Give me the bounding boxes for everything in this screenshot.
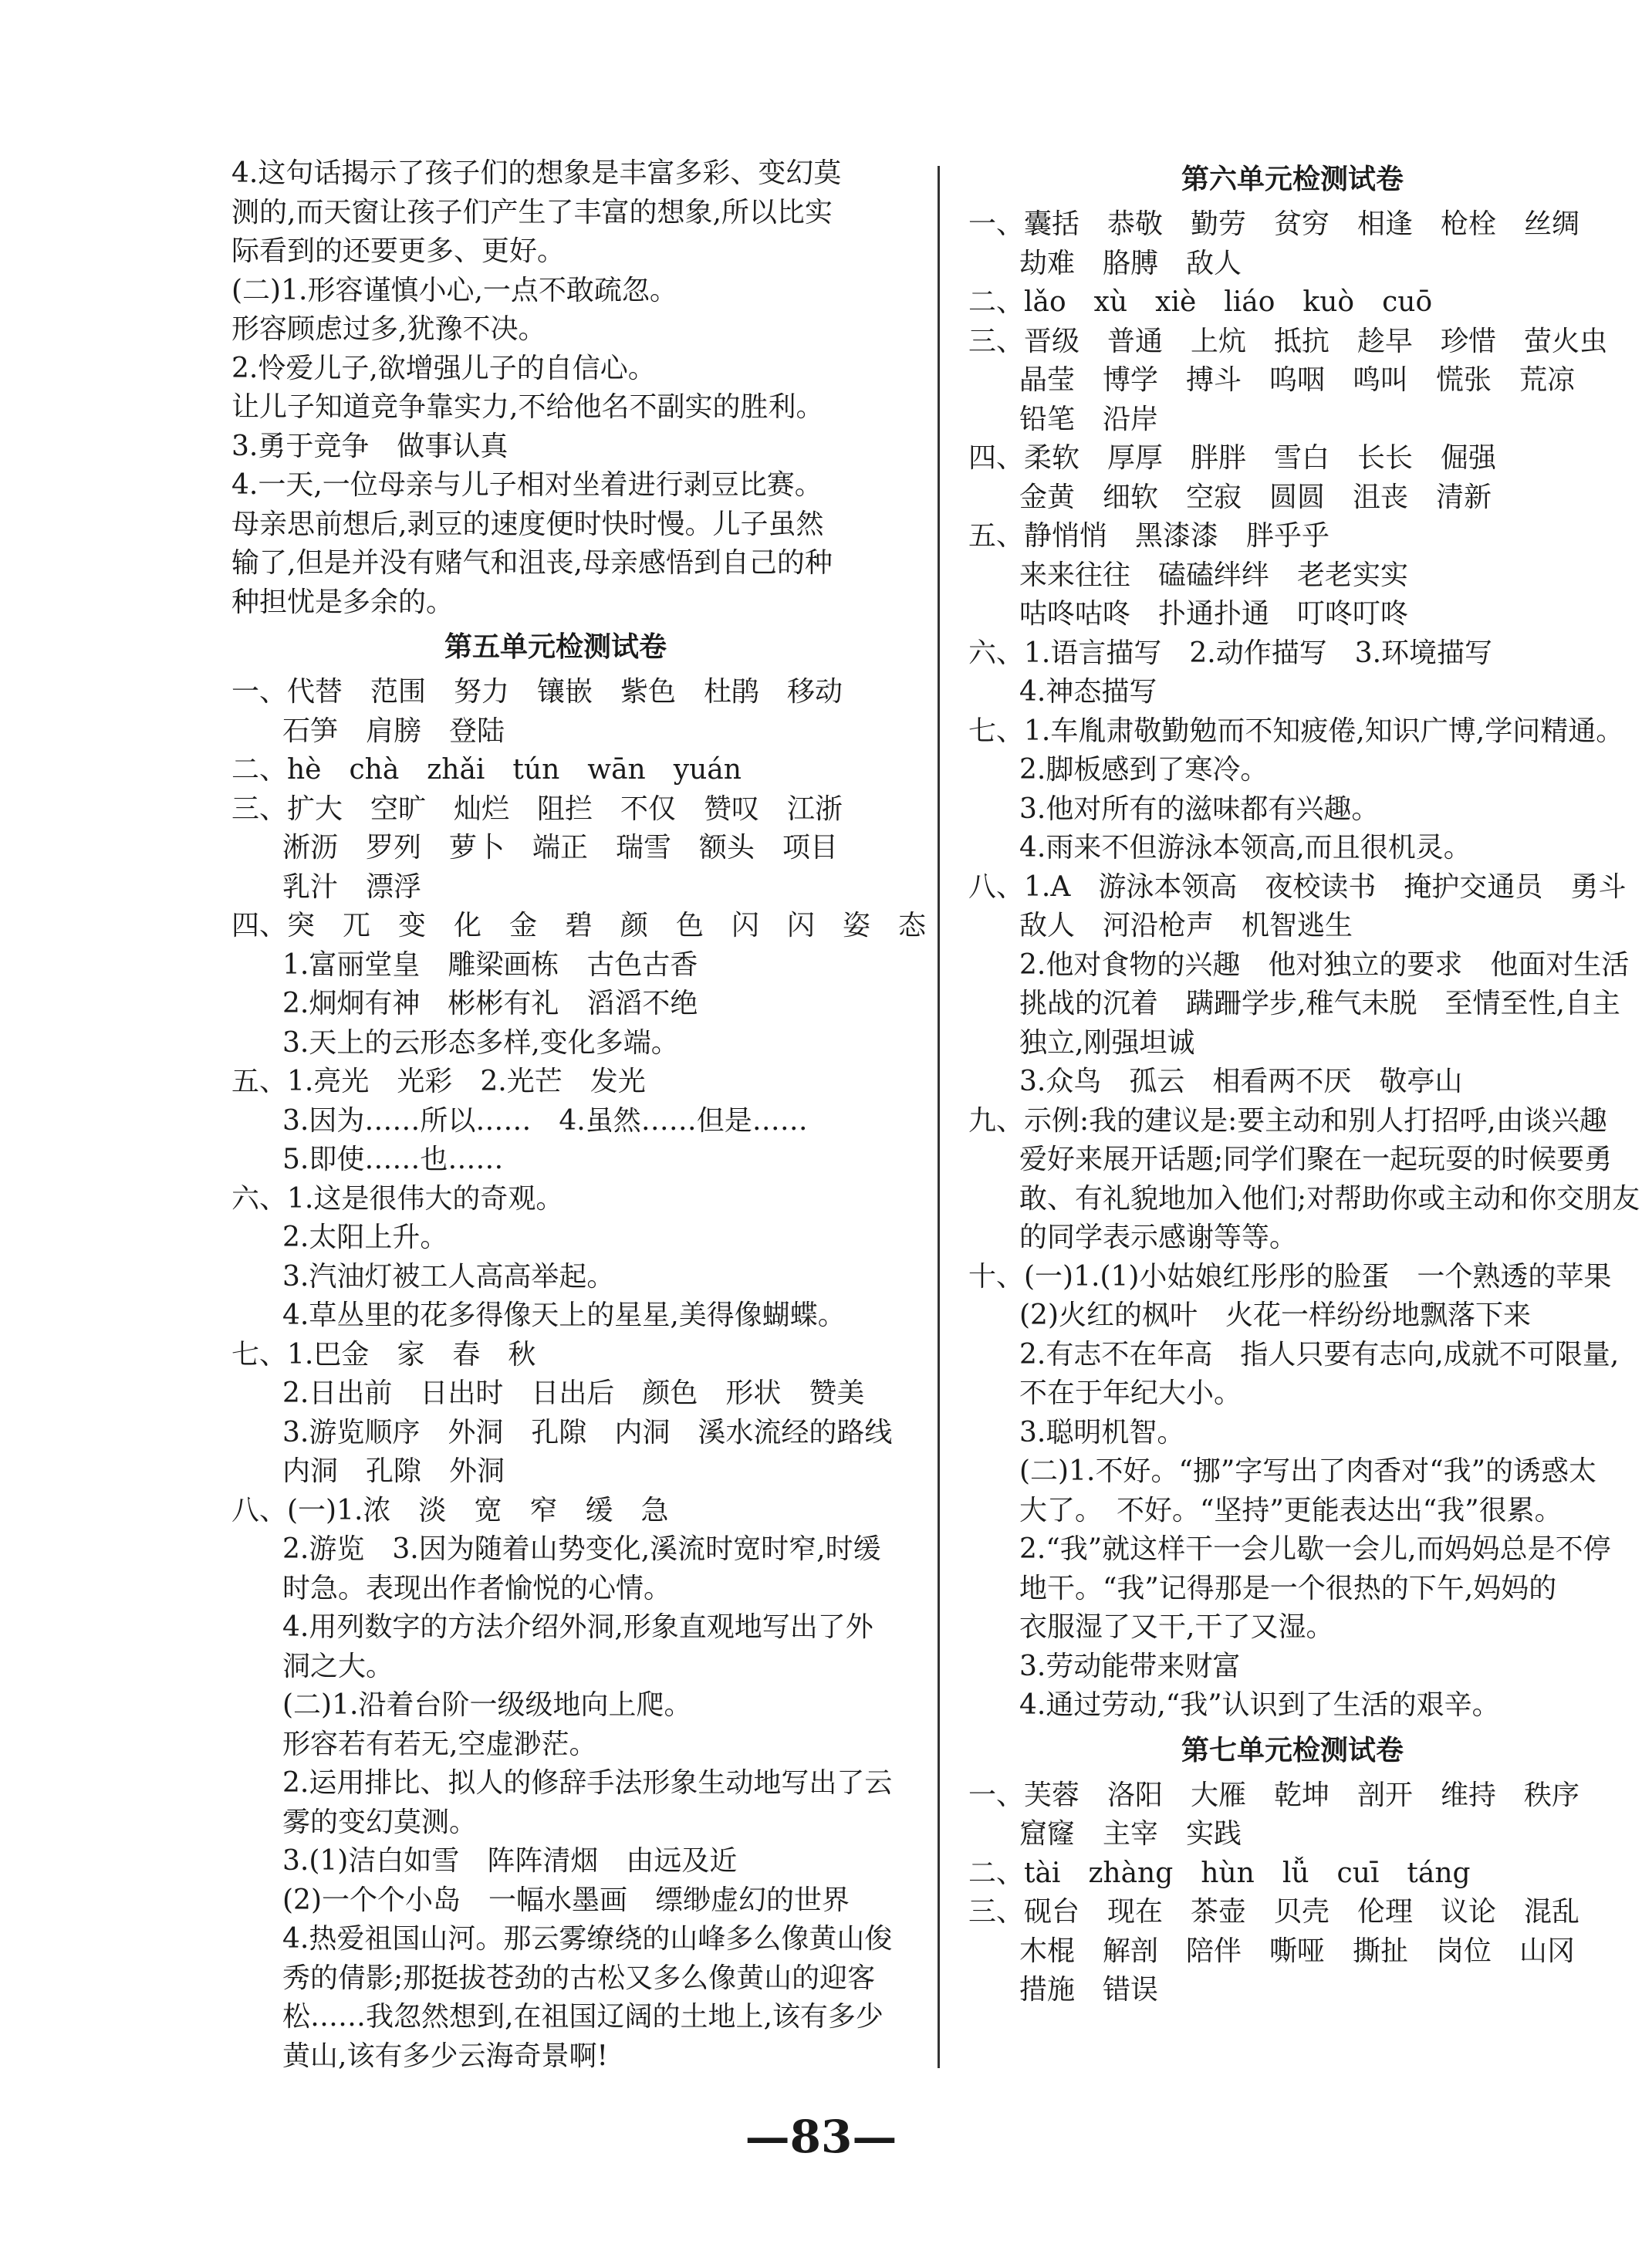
answer-line: 二、tài zhàng hùn lǚ cuī táng (968, 1857, 1471, 1889)
page-number: —83— (745, 2111, 897, 2163)
answer-line: 六、1.这是很伟大的奇观。 (231, 1182, 564, 1215)
section-heading: 第六单元检测试卷 (1181, 164, 1404, 195)
answer-line: (二)1.形容谨慎小心,一点不敢疏忽。 (231, 274, 677, 306)
answer-line: 2.“我”就这样干一会儿歇一会儿,而妈妈总是不停 (1019, 1533, 1611, 1565)
answer-line: 4.雨来不但游泳本领高,而且很机灵。 (1019, 832, 1471, 864)
answer-line: 3.天上的云形态多样,变化多端。 (282, 1026, 679, 1059)
answer-line: 的同学表示感谢等等。 (1019, 1222, 1298, 1253)
answer-line: 3.(1)洁白如雪 阵阵清烟 由远及近 (282, 1845, 738, 1877)
answer-line: 3.勇于竞争 做事认真 (231, 430, 508, 462)
answer-line: 3.汽油灯被工人高高举起。 (282, 1260, 615, 1293)
answer-line: 九、示例:我的建议是:要主动和别人打招呼,由谈兴趣 (968, 1104, 1607, 1137)
answer-line: 二、hè chà zhǎi tún wān yuán (231, 754, 742, 786)
answer-line: 母亲思前想后,剥豆的速度便时快时慢。儿子虽然 (231, 508, 824, 540)
answer-line: 咕咚咕咚 扑通扑通 叮咚叮咚 (1019, 598, 1409, 630)
answer-line: 内洞 孔隙 外洞 (282, 1455, 505, 1487)
answer-line: 五、1.亮光 光彩 2.光芒 发光 (231, 1066, 646, 1097)
answer-line: 独立,刚强坦诚 (1019, 1026, 1195, 1059)
answer-line: 2.日出前 日出时 日出后 颜色 形状 赞美 (282, 1377, 865, 1409)
answer-line: 金黄 细软 空寂 圆圆 沮丧 清新 (1019, 481, 1492, 513)
answer-line: 挑战的沉着 蹒跚学步,稚气未脱 至情至性,自主 (1019, 988, 1620, 1019)
answer-line: 不在于年纪大小。 (1019, 1377, 1242, 1409)
answer-line: 八、1.A 游泳本领高 夜校读书 掩护交通员 勇斗 (968, 870, 1627, 903)
answer-line: 2.有志不在年高 指人只要有志向,成就不可限量, (1019, 1338, 1620, 1371)
answer-line: (2)火红的枫叶 火花一样纷纷地飘落下来 (1019, 1300, 1531, 1331)
answer-line: 一、囊括 恭敬 勤劳 贫穷 相逢 枪栓 丝绸 (968, 208, 1580, 240)
answer-line: 2.怜爱儿子,欲增强儿子的自信心。 (231, 352, 656, 384)
answer-line: 木棍 解剖 陪伴 嘶哑 撕扯 岗位 山冈 (1019, 1935, 1576, 1967)
answer-line: 4.用列数字的方法介绍外洞,形象直观地写出了外 (282, 1611, 873, 1643)
answer-line: 3.聪明机智。 (1019, 1416, 1185, 1448)
answer-line: 大了。 不好。“坚持”更能表达出“我”很累。 (1019, 1494, 1563, 1526)
answer-line: 松……我忽然想到,在祖国辽阔的土地上,该有多少 (282, 2001, 884, 2033)
answer-line: 3.他对所有的滋味都有兴趣。 (1019, 793, 1380, 825)
answer-line: 敌人 河沿枪声 机智逃生 (1019, 910, 1353, 941)
answer-line: 一、代替 范围 努力 镶嵌 紫色 杜鹃 移动 (231, 676, 843, 708)
answer-line: 六、1.语言描写 2.动作描写 3.环境描写 (968, 637, 1493, 669)
answer-line: 际看到的还要更多、更好。 (231, 235, 566, 267)
answer-line: 石笋 肩膀 登陆 (282, 715, 505, 747)
answer-line: 测的,而天窗让孩子们产生了丰富的想象,所以比实 (231, 196, 833, 228)
answer-line: (2)一个个小岛 一幅水墨画 缥缈虚幻的世界 (282, 1884, 850, 1916)
answer-line: 晶莹 博学 搏斗 呜咽 鸣叫 慌张 荒凉 (1019, 364, 1576, 396)
answer-line: 输了,但是并没有赌气和沮丧,母亲感悟到自己的种 (231, 547, 833, 579)
answer-line: 十、(一)1.(1)小姑娘红彤彤的脸蛋 一个熟透的苹果 (968, 1260, 1612, 1293)
answer-line: 4.通过劳动,“我”认识到了生活的艰辛。 (1019, 1689, 1500, 1721)
answer-line: 5.即使……也…… (282, 1144, 504, 1175)
answer-line: 3.因为……所以…… 4.虽然……但是…… (282, 1104, 808, 1137)
answer-line: 地干。“我”记得那是一个很热的下午,妈妈的 (1019, 1572, 1557, 1604)
answer-line: 雾的变幻莫测。 (282, 1806, 478, 1838)
answer-line: 衣服湿了又干,干了又湿。 (1019, 1611, 1334, 1643)
answer-line: 窟窿 主宰 实践 (1019, 1818, 1242, 1850)
answer-line: 三、扩大 空旷 灿烂 阻拦 不仅 赞叹 江浙 (231, 793, 843, 825)
answer-line: 洞之大。 (282, 1650, 394, 1682)
answer-line: (二)1.不好。“挪”字写出了肉香对“我”的诱惑太 (1019, 1455, 1597, 1487)
answer-line: 种担忧是多余的。 (231, 586, 454, 618)
answer-line: 让儿子知道竞争靠实力,不给他名不副实的胜利。 (231, 391, 824, 423)
answer-line: 淅沥 罗列 萝卜 端正 瑞雪 额头 项目 (282, 832, 839, 864)
answer-line: 三、晋级 普通 上炕 抵抗 趁早 珍惜 萤火虫 (968, 325, 1608, 357)
answer-line: 2.脚板感到了寒冷。 (1019, 754, 1269, 786)
answer-line: 2.运用排比、拟人的修辞手法形象生动地写出了云 (282, 1767, 893, 1799)
answer-line: 三、砚台 现在 茶壶 贝壳 伦理 议论 混乱 (968, 1896, 1580, 1928)
answer-line: 劫难 胳膊 敌人 (1019, 247, 1242, 279)
answer-line: 七、1.巴金 家 春 秋 (231, 1338, 536, 1371)
answer-line: 2.游览 3.因为随着山势变化,溪流时宽时窄,时缓 (282, 1533, 881, 1565)
answer-line: 2.太阳上升。 (282, 1222, 448, 1253)
answer-line: 4.这句话揭示了孩子们的想象是丰富多彩、变幻莫 (231, 157, 842, 189)
answer-line: 黄山,该有多少云海奇景啊! (282, 2040, 608, 2072)
answer-line: 五、静悄悄 黑漆漆 胖乎乎 (968, 520, 1330, 552)
answer-line: 4.热爱祖国山河。那云雾缭绕的山峰多么像黄山俊 (282, 1923, 893, 1955)
answer-line: 2.炯炯有神 彬彬有礼 滔滔不绝 (282, 988, 698, 1019)
answer-line: 4.神态描写 (1019, 676, 1157, 708)
section-heading: 第七单元检测试卷 (1181, 1734, 1404, 1766)
answer-line: 铅笔 沿岸 (1019, 403, 1159, 435)
column-divider (938, 166, 940, 2068)
answer-line: 敢、有礼貌地加入他们;对帮助你或主动和你交朋友 (1019, 1182, 1640, 1215)
answer-line: 七、1.车胤肃敬勤勉而不知疲倦,知识广博,学问精通。 (968, 715, 1624, 747)
answer-line: 3.众鸟 孤云 相看两不厌 敬亭山 (1019, 1066, 1463, 1097)
left-column (231, 154, 927, 2076)
section-heading: 第五单元检测试卷 (444, 631, 667, 663)
answer-line: 来来往往 磕磕绊绊 老老实实 (1019, 559, 1409, 591)
answer-line: 一、芙蓉 洛阳 大雁 乾坤 剖开 维持 秩序 (968, 1779, 1580, 1811)
answer-line: 2.他对食物的兴趣 他对独立的要求 他面对生活 (1019, 948, 1630, 981)
answer-line: (二)1.沿着台阶一级级地向上爬。 (282, 1689, 692, 1721)
answer-line: 3.游览顺序 外洞 孔隙 内洞 溪水流经的路线 (282, 1416, 893, 1448)
answer-line: 措施 错误 (1019, 1974, 1159, 2006)
answer-line: 4.一天,一位母亲与儿子相对坐着进行剥豆比赛。 (231, 469, 823, 501)
answer-line: 1.富丽堂皇 雕梁画栋 古色古香 (282, 948, 698, 981)
right-column (968, 154, 1642, 2010)
answer-line: 爱好来展开话题;同学们聚在一起玩耍的时候要勇 (1019, 1144, 1613, 1175)
answer-line: 八、(一)1.浓 淡 宽 窄 缓 急 (231, 1494, 669, 1526)
answer-line: 3.劳动能带来财富 (1019, 1650, 1241, 1682)
answer-line: 形容若有若无,空虚渺茫。 (282, 1728, 597, 1760)
answer-line: 秀的倩影;那挺拔苍劲的古松又多么像黄山的迎客 (282, 1962, 876, 1994)
answer-line: 4.草丛里的花多得像天上的星星,美得像蝴蝶。 (282, 1300, 846, 1331)
answer-line: 形容顾虑过多,犹豫不决。 (231, 313, 546, 345)
answer-line: 四、柔软 厚厚 胖胖 雪白 长长 倔强 (968, 442, 1497, 474)
answer-line: 时急。表现出作者愉悦的心情。 (282, 1572, 672, 1604)
answer-line: 乳汁 漂浮 (282, 870, 422, 903)
answer-line: 四、突 兀 变 化 金 碧 颜 色 闪 闪 姿 态 (231, 910, 927, 941)
answer-line: 二、lǎo xù xiè liáo kuò cuō (968, 286, 1433, 318)
